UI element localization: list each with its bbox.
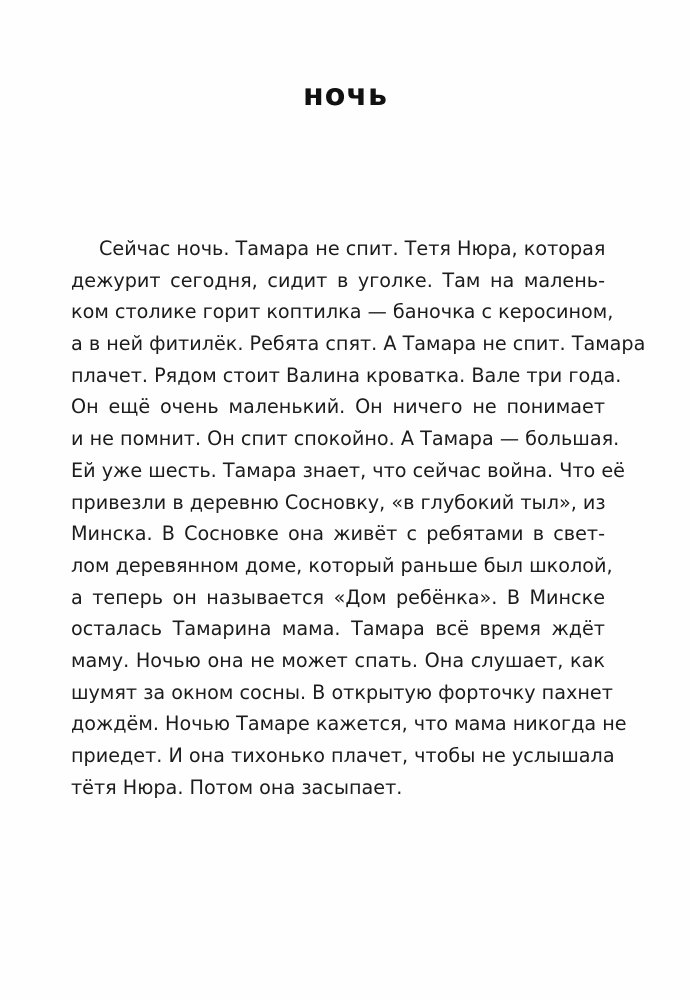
text-line: тётя Нюра. Потом она засыпает. [71,775,403,799]
text-line: привезли в деревню Сосновку, «в глубокий тыл», из [71,490,606,514]
chapter-title: ночь [303,78,388,113]
text-line: Ей уже шесть. Тамара знает, что сейчас война. Что её [71,458,625,482]
text-line: Минска. В Сосновке она живёт с ребятами в свет- [71,522,605,546]
text-line: Он ещё очень маленький. Он ничего не понимает [71,395,605,419]
text-line: плачет. Рядом стоит Валина кроватка. Вале три года. [71,363,622,387]
text-line: маму. Ночью она не может спать. Она слушает, как [71,648,605,672]
text-line: Сейчас ночь. Тамара не спит. Тетя Нюра, которая [99,237,606,260]
text-line: приедет. И она тихонько плачет, чтобы не услышала [71,744,615,767]
text-line: дождём. Ночью Тамаре кажется, что мама никогда не [71,712,627,736]
text-line: ком столике горит коптилка — баночка с керосином, [71,300,614,324]
text-line: шумят за окном сосны. В открытую форточку пахнет [71,680,613,704]
text-line: а в ней фитилёк. Ребята спят. А Тамара не спит. Тамара [71,332,646,356]
chapter-paragraph [71,233,646,803]
text-line: лом деревянном доме, который раньше был школой, [71,553,613,577]
text-line: дежурит сегодня, сидит в уголке. Там на малень- [71,268,605,292]
text-line: и не помнит. Он спит спокойно. А Тамара — большая. [71,427,620,451]
text-line: осталась Тамарина мама. Тамара всё время ждёт [71,617,605,641]
text-line: а теперь он называется «Дом ребёнка». В Минске [71,585,605,609]
